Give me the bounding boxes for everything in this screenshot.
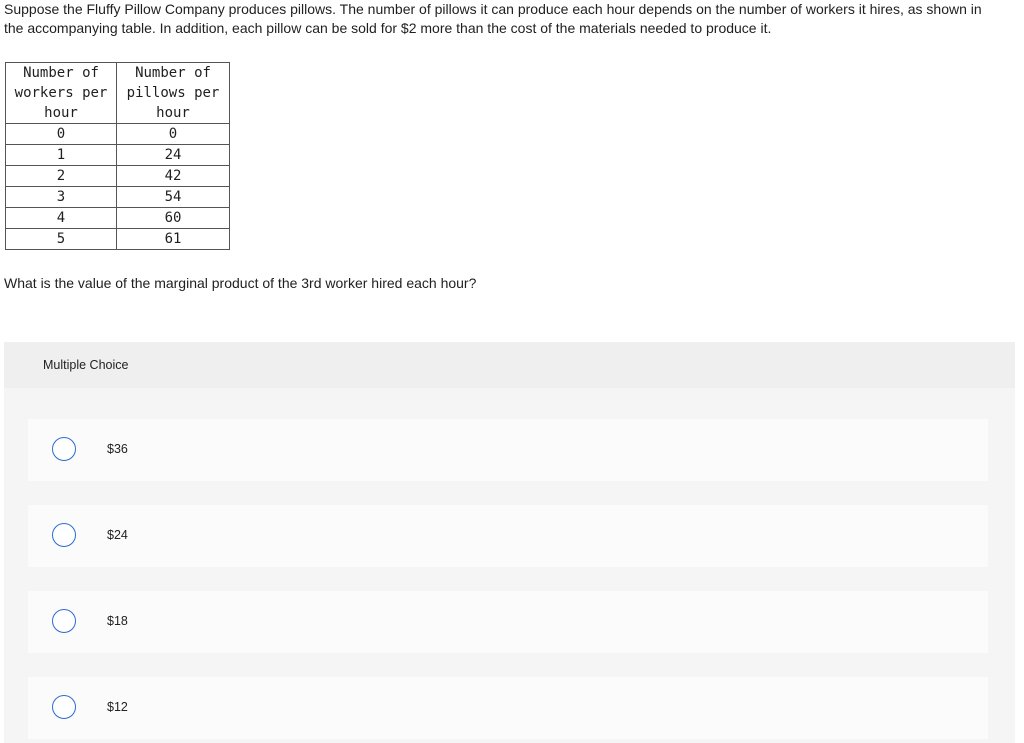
table-cell-workers: 2 bbox=[6, 166, 117, 187]
column-header-workers: Number of workers per hour bbox=[6, 63, 117, 124]
table-row bbox=[6, 208, 230, 229]
table-cell-pillows: 54 bbox=[117, 187, 230, 208]
table-row bbox=[6, 229, 230, 250]
table-cell-workers: 0 bbox=[6, 124, 117, 145]
table-cell-workers: 3 bbox=[6, 187, 117, 208]
multiple-choice-header bbox=[4, 342, 1015, 388]
choice-option-1[interactable] bbox=[28, 419, 988, 481]
table-cell-workers: 1 bbox=[6, 145, 117, 166]
choice-option-4[interactable] bbox=[28, 677, 988, 739]
choice-label: $36 bbox=[107, 442, 128, 456]
table-cell-workers: 4 bbox=[6, 208, 117, 229]
choice-option-2[interactable] bbox=[28, 505, 988, 567]
table-row bbox=[6, 145, 230, 166]
table-row bbox=[6, 187, 230, 208]
choice-option-3[interactable] bbox=[28, 591, 988, 653]
table-row bbox=[6, 124, 230, 145]
table-cell-pillows: 60 bbox=[117, 208, 230, 229]
radio-button-icon[interactable] bbox=[52, 523, 76, 547]
radio-button-icon[interactable] bbox=[52, 695, 76, 719]
table-cell-pillows: 24 bbox=[117, 145, 230, 166]
production-table bbox=[5, 62, 230, 250]
radio-button-icon[interactable] bbox=[52, 437, 76, 461]
table-cell-workers: 5 bbox=[6, 229, 117, 250]
column-header-pillows: Number of pillows per hour bbox=[117, 63, 230, 124]
multiple-choice-panel bbox=[4, 342, 1015, 743]
multiple-choice-title: Multiple Choice bbox=[43, 358, 129, 372]
table-cell-pillows: 0 bbox=[117, 124, 230, 145]
table-header-row bbox=[6, 63, 230, 124]
choice-label: $24 bbox=[107, 528, 128, 542]
question-intro: Suppose the Fluffy Pillow Company produces pillows. The number of pillows it can produce each hour depends on the number of workers it hires, as shown in the accompanying table. In addition, each pillow can be sold for $2 more than the cost of the materials needed to produce it. bbox=[4, 1, 982, 36]
table-row bbox=[6, 166, 230, 187]
question-prompt: What is the value of the marginal product of the 3rd worker hired each hour? bbox=[4, 275, 477, 291]
table-cell-pillows: 42 bbox=[117, 166, 230, 187]
table-cell-pillows: 61 bbox=[117, 229, 230, 250]
choice-label: $12 bbox=[107, 700, 128, 714]
choice-label: $18 bbox=[107, 614, 128, 628]
radio-button-icon[interactable] bbox=[52, 609, 76, 633]
